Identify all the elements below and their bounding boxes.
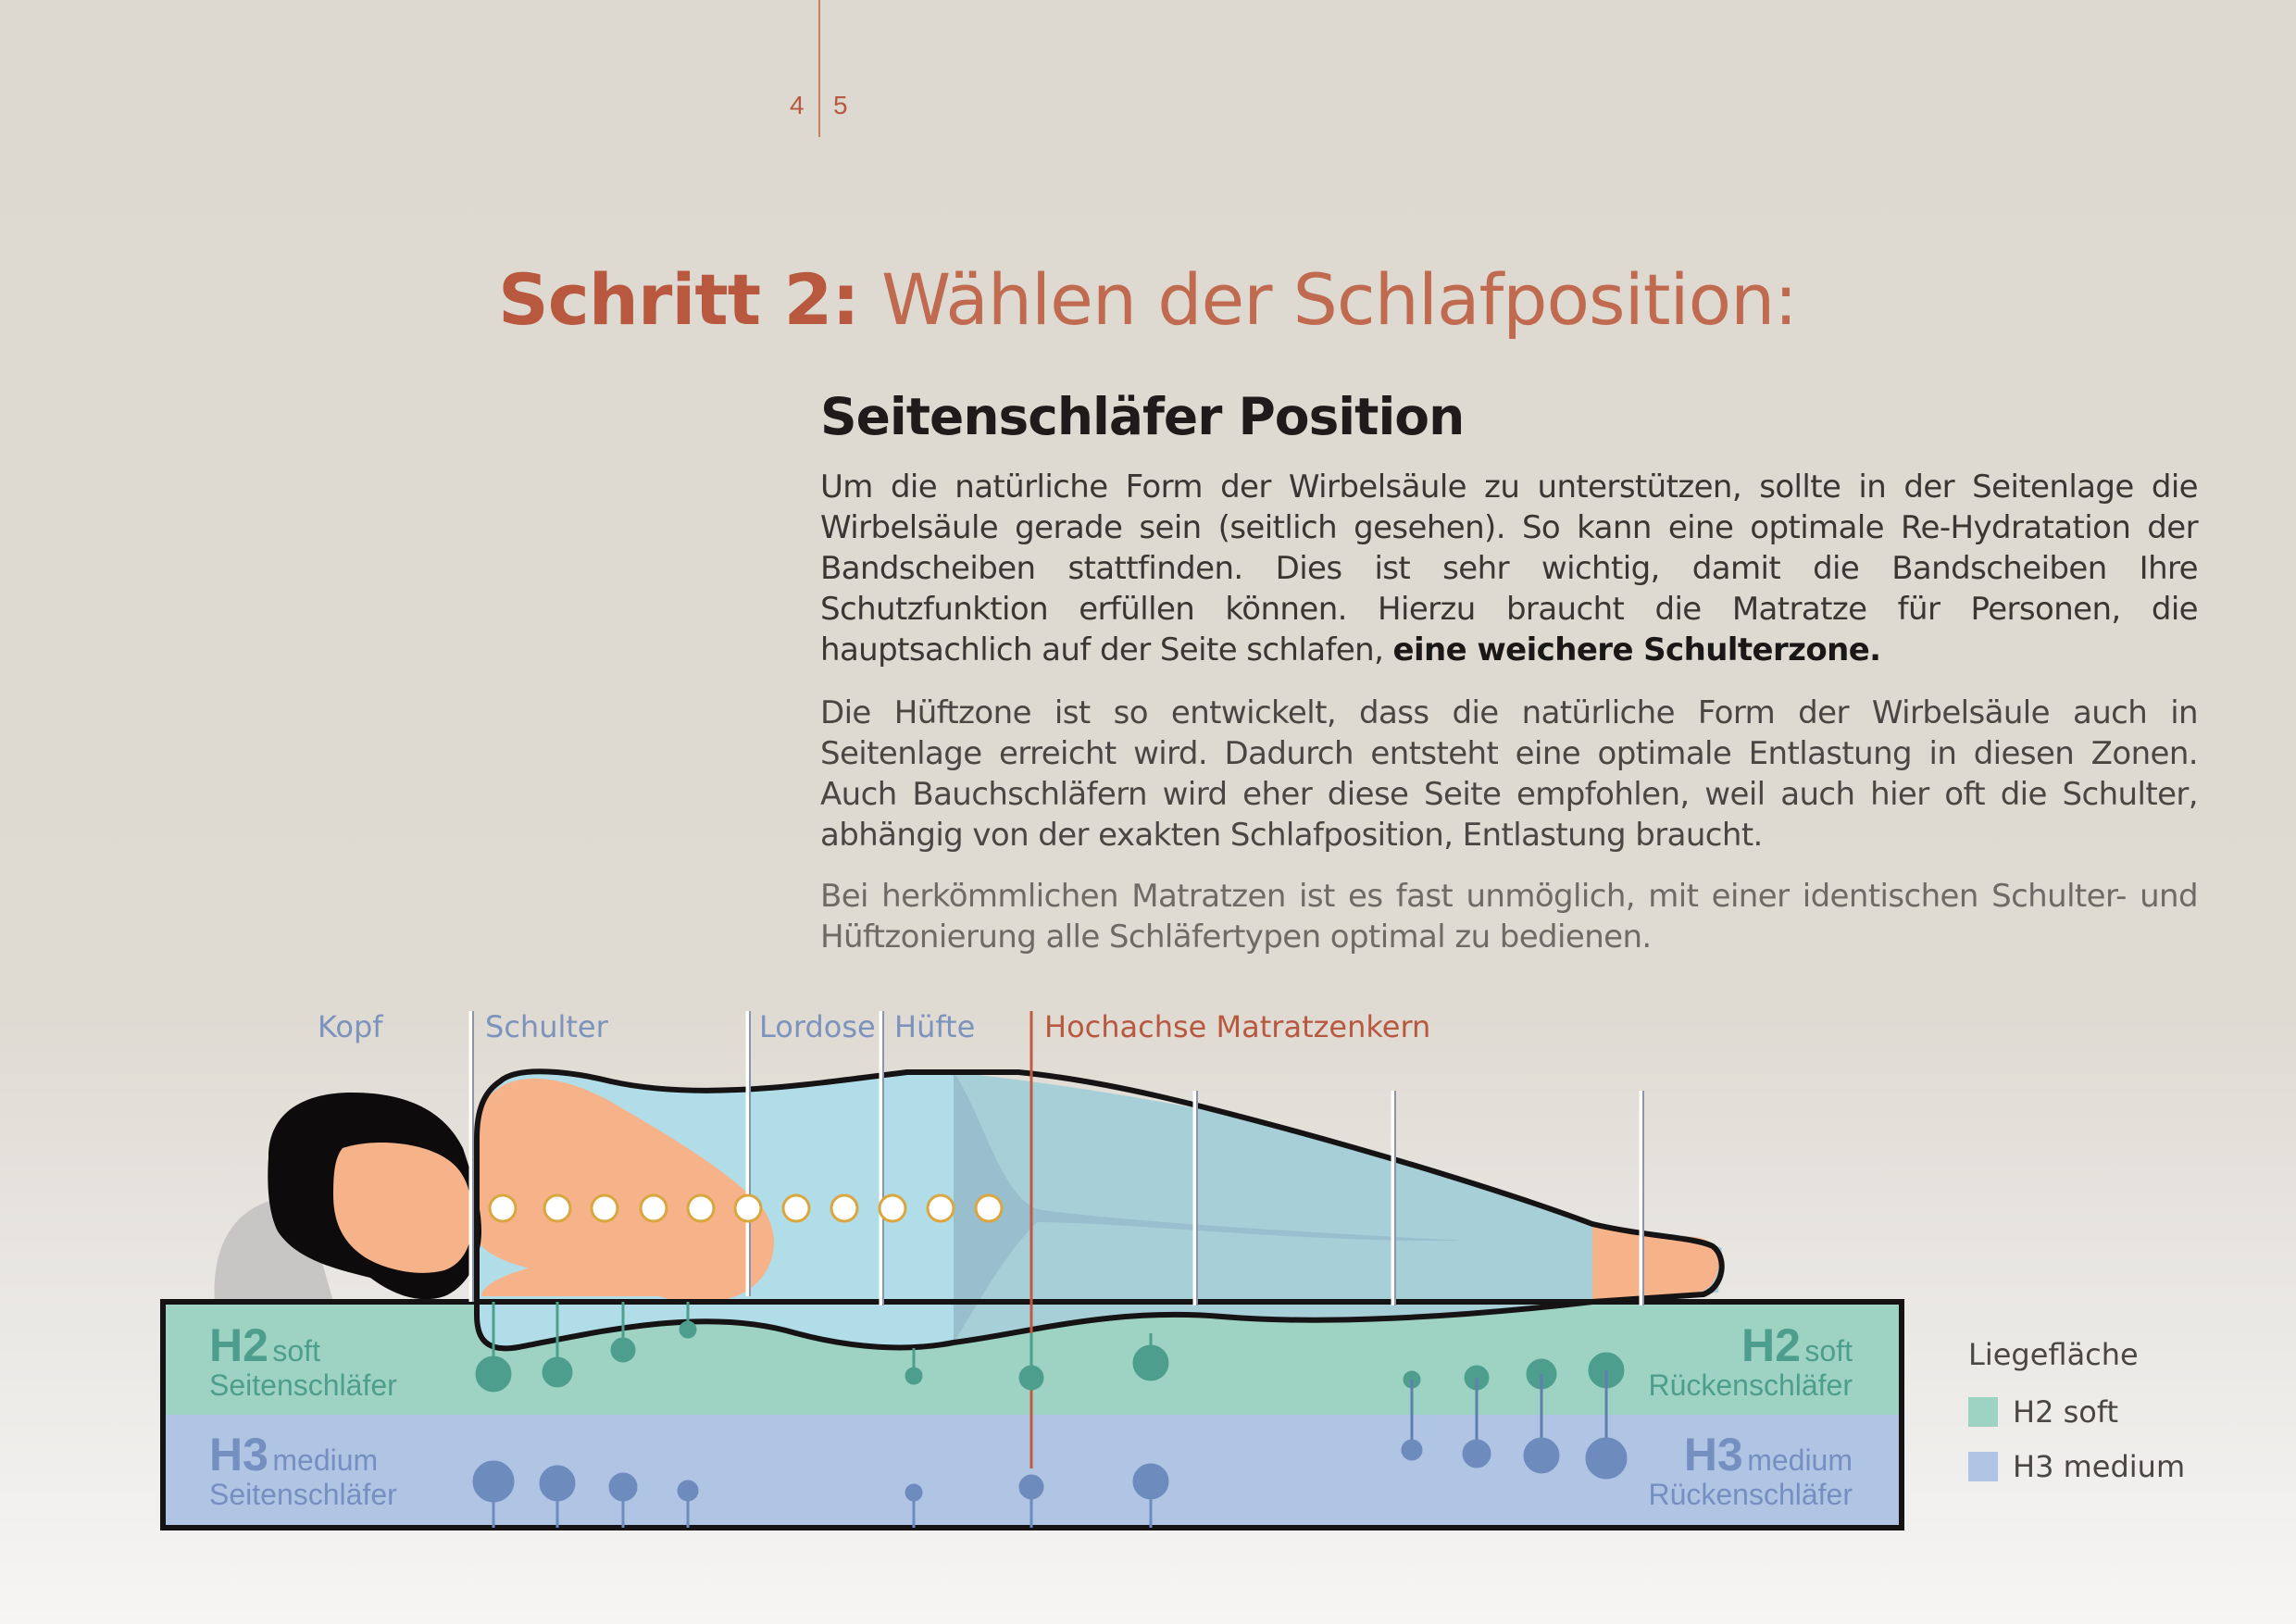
label-h2-rueckenschlaefer	[1648, 1319, 1853, 1402]
label-h2-right-hardness: soft	[1804, 1334, 1853, 1368]
title-step: Schritt 2:	[498, 258, 859, 341]
legend-title: Liegefläche	[1968, 1337, 2139, 1372]
legend-item-h2	[1968, 1393, 2118, 1430]
label-h3-left-code: H3	[209, 1429, 268, 1480]
label-h2-left-code: H2	[209, 1319, 268, 1371]
paragraph-intro-text: Um die natürliche Form der Wirbelsäule zu unterstützen, sollte in der Seitenlage die Wirbelsäule gerade sein (seitlich gesehen). So kann eine optimale Re-Hydratation der Bandscheiben stattfinden. Dies ist sehr wichtig, damit die Bandscheiben Ihre Schutzfunktion erfüllen können. Hierzu braucht die Matratze für Personen, die hauptsachlich auf der Seite schlafen,	[820, 468, 2198, 668]
paragraph-conventional: Bei herkömmlichen Matratzen ist es fast unmöglich, mit einer identischen Schulter- und Hüftzonierung alle Schläfertypen optimal zu bedienen.	[820, 878, 2198, 956]
legend-item-h3	[1968, 1448, 2185, 1485]
section-subtitle: Seitenschläfer Position	[820, 387, 1465, 446]
zone-label-schulter: Schulter	[485, 1009, 608, 1044]
page-number-left: 4	[790, 91, 805, 119]
legend-label-h3: H3 medium	[2013, 1449, 2186, 1484]
paragraph-intro-emphasis: eine weichere Schulterzone.	[1392, 631, 1881, 668]
legend-label-h2: H2 soft	[2013, 1394, 2119, 1430]
label-h2-right-code: H2	[1741, 1319, 1801, 1371]
label-h3-right-type: Rückenschläfer	[1648, 1478, 1853, 1511]
label-h3-right-code: H3	[1683, 1429, 1743, 1480]
label-h2-seitenschlaefer	[209, 1319, 397, 1402]
zone-label-huefte: Hüfte	[894, 1009, 976, 1044]
label-h3-left-type: Seitenschläfer	[209, 1478, 397, 1511]
label-h2-left-type: Seitenschläfer	[209, 1368, 397, 1402]
label-h3-left-hardness: medium	[272, 1443, 379, 1477]
title-heading: Wählen der Schlafposition:	[881, 258, 1797, 341]
label-h2-right-type: Rückenschläfer	[1648, 1368, 1853, 1402]
zone-label-hochachse: Hochachse Matratzenkern	[1044, 1009, 1431, 1044]
zone-label-kopf: Kopf	[318, 1009, 383, 1044]
paragraph-hip-zone: Die Hüftzone ist so entwickelt, dass die natürliche Form der Wirbelsäule auch in Seitenlage erreicht wird. Dadurch entsteht eine optimale Entlastung in diesen Zonen. Auch Bauchschläfern wird eher diese Seite empfohlen, weil auch hier oft die Schulter, abhängig von der exakten Schlafposition, Entlastung braucht.	[820, 694, 2198, 854]
page-number-right: 5	[833, 91, 848, 119]
label-h3-right-hardness: medium	[1747, 1443, 1853, 1477]
zone-label-lordose: Lordose	[759, 1009, 876, 1044]
label-h2-left-hardness: soft	[272, 1334, 320, 1368]
legend-swatch-h2	[1968, 1397, 1998, 1427]
label-h3-rueckenschlaefer	[1648, 1431, 1853, 1509]
label-h3-seitenschlaefer	[209, 1431, 397, 1509]
legend-swatch-h3	[1968, 1452, 1998, 1481]
